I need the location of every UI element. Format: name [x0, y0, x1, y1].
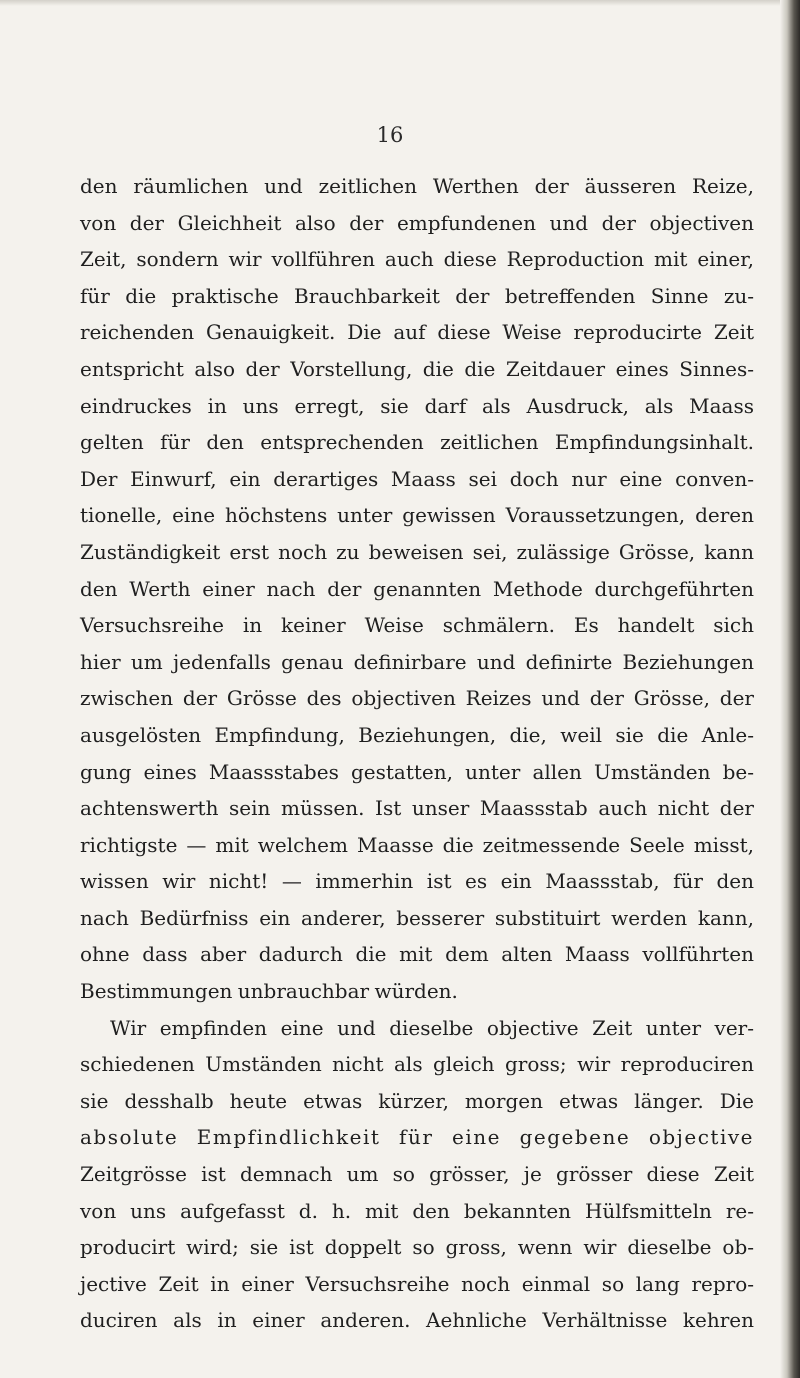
text-line: tionelle, eine höchstens unter gewissen Voraussetzungen, deren — [80, 503, 754, 528]
text-line: den räumlichen und zeitlichen Werthen der äusseren Reize, — [80, 174, 754, 198]
text-line: ausgelösten Empfindung, Beziehungen, die, weil sie die Anle- — [80, 722, 754, 747]
text-line: achtenswerth sein müssen. Ist unser Maassstab auch nicht der — [80, 796, 754, 821]
text-line: gelten für den entsprechenden zeitlichen Empfindungsinhalt. — [80, 430, 754, 455]
text-line: sie desshalb heute etwas kürzer, morgen etwas länger. Die — [80, 1088, 754, 1113]
text-line: absolute Empfindlichkeit für eine gegebene objective — [80, 1125, 754, 1150]
text-line: richtigste — mit welchem Maasse die zeitmessende Seele misst, — [80, 832, 754, 857]
page-number: 16 — [376, 123, 404, 147]
text-line: eindruckes in uns erregt, sie darf als Ausdruck, als Maass — [80, 393, 754, 418]
text-line: Wir empfinden eine und dieselbe objective Zeit unter ver- — [110, 1015, 754, 1040]
text-line: entspricht also der Vorstellung, die die Zeitdauer eines Sinnes- — [80, 356, 754, 381]
text-line: von der Gleichheit also der empfundenen und der objectiven — [80, 210, 754, 235]
body-text — [80, 168, 754, 1339]
text-line: duciren als in einer anderen. Aehnliche Verhältnisse kehren — [80, 1308, 754, 1333]
text-line: schiedenen Umständen nicht als gleich gross; wir reproduciren — [80, 1052, 754, 1077]
text-line: Zuständigkeit erst noch zu beweisen sei, zulässige Grösse, kann — [80, 539, 754, 564]
text-line: Bestimmungen unbrauchbar würden. — [80, 979, 458, 1004]
text-line: zwischen der Grösse des objectiven Reizes und der Grösse, der — [80, 686, 754, 711]
text-line: den Werth einer nach der genannten Methode durchgeführten — [80, 576, 754, 601]
text-line: Zeitgrösse ist demnach um so grösser, je grösser diese Zeit — [80, 1162, 754, 1187]
text-line: Versuchsreihe in keiner Weise schmälern. Es handelt sich — [80, 613, 754, 638]
text-line: hier um jedenfalls genau definirbare und definirte Beziehungen — [80, 649, 754, 674]
text-line: jective Zeit in einer Versuchsreihe noch einmal so lang repro- — [80, 1271, 754, 1296]
text-line: ohne dass aber dadurch die mit dem alten Maass vollführten — [80, 942, 754, 967]
text-line: gung eines Maassstabes gestatten, unter allen Umständen be- — [80, 759, 754, 784]
text-line: Der Einwurf, ein derartiges Maass sei doch nur eine conven- — [80, 466, 754, 491]
text-line: Zeit, sondern wir vollführen auch diese Reproduction mit einer, — [80, 247, 754, 272]
text-line: für die praktische Brauchbarkeit der betreffenden Sinne zu- — [80, 283, 754, 308]
text-line: nach Bedürfniss ein anderer, besserer substituirt werden kann, — [80, 905, 754, 930]
text-line: producirt wird; sie ist doppelt so gross, wenn wir dieselbe ob- — [80, 1235, 754, 1260]
text-line: wissen wir nicht! — immerhin ist es ein Maassstab, für den — [80, 869, 754, 894]
page-top-edge — [0, 0, 800, 6]
text-line: von uns aufgefasst d. h. mit den bekannten Hülfsmitteln re- — [80, 1198, 754, 1223]
text-line: reichenden Genauigkeit. Die auf diese Weise reproducirte Zeit — [80, 320, 754, 345]
binding-shadow — [780, 0, 800, 1378]
